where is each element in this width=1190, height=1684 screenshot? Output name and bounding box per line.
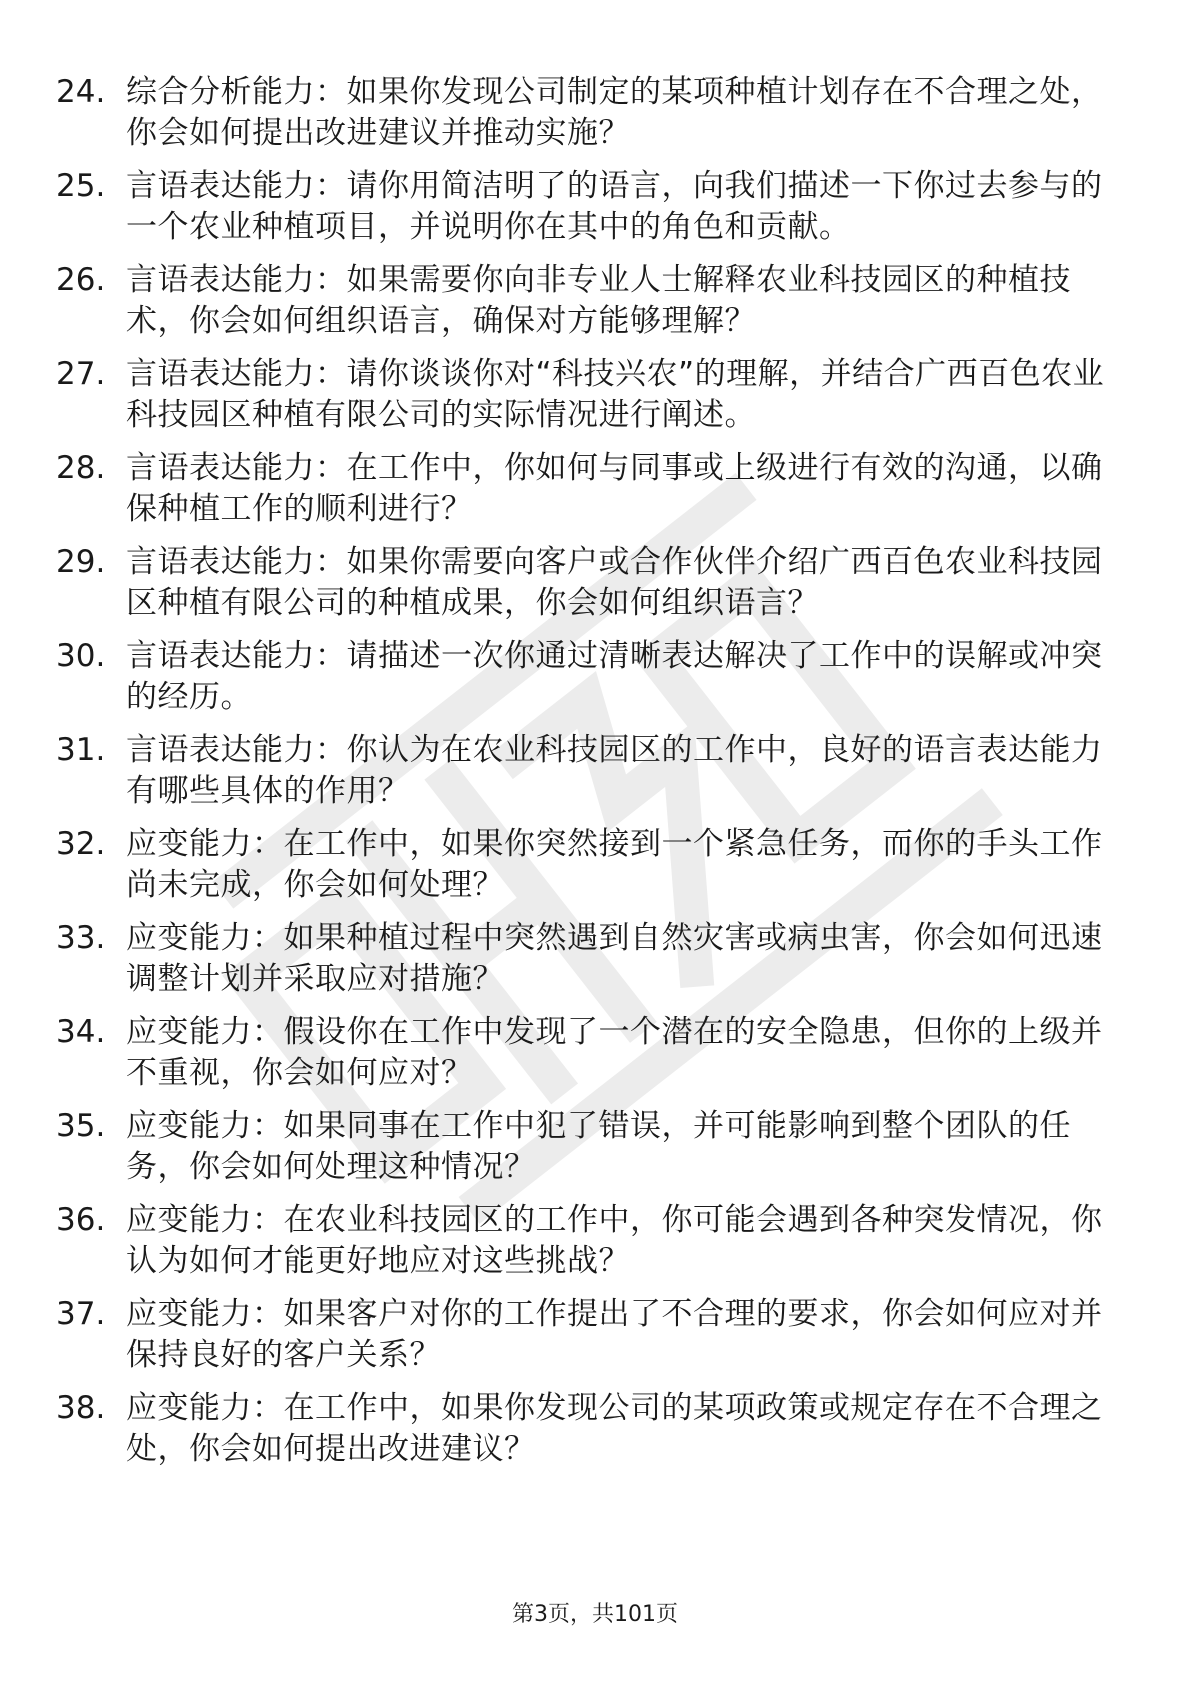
question-number: 31. [56,732,106,768]
question-item [56,448,1126,542]
question-number: 25. [56,168,106,204]
question-text: 综合分析能力：如果你发现公司制定的某项种植计划存在不合理之处，你会如何提出改进建议并推动实施？ [126,74,1103,151]
question-text: 应变能力：如果种植过程中突然遇到自然灾害或病虫害，你会如何迅速调整计划并采取应对措施？ [126,920,1103,997]
question-number: 24. [56,74,106,110]
question-number: 35. [56,1108,106,1144]
question-number: 34. [56,1014,106,1050]
question-number: 27. [56,356,106,392]
question-item [56,1200,1126,1294]
question-item [56,636,1126,730]
question-number: 30. [56,638,106,674]
question-text: 应变能力：在工作中，如果你发现公司的某项政策或规定存在不合理之处，你会如何提出改进建议？ [126,1390,1103,1467]
question-number: 26. [56,262,106,298]
question-text: 应变能力：如果同事在工作中犯了错误，并可能影响到整个团队的任务，你会如何处理这种情况？ [126,1108,1071,1185]
question-text: 言语表达能力：如果你需要向客户或合作伙伴介绍广西百色农业科技园区种植有限公司的种植成果，你会如何组织语言？ [126,544,1103,621]
question-item [56,730,1126,824]
question-item [56,1106,1126,1200]
question-text: 应变能力：在农业科技园区的工作中，你可能会遇到各种突发情况，你认为如何才能更好地应对这些挑战？ [126,1202,1103,1279]
question-number: 32. [56,826,106,862]
question-item [56,166,1126,260]
question-number: 29. [56,544,106,580]
question-number: 33. [56,920,106,956]
question-number: 36. [56,1202,106,1238]
question-item [56,354,1126,448]
question-text: 言语表达能力：请你用简洁明了的语言，向我们描述一下你过去参与的一个农业种植项目，并说明你在其中的角色和贡献。 [126,168,1103,245]
question-item [56,1388,1126,1482]
question-text: 言语表达能力：在工作中，你如何与同事或上级进行有效的沟通，以确保种植工作的顺利进行？ [126,450,1103,527]
question-item [56,260,1126,354]
question-number: 37. [56,1296,106,1332]
question-item [56,1294,1126,1388]
question-text: 应变能力：如果客户对你的工作提出了不合理的要求，你会如何应对并保持良好的客户关系？ [126,1296,1103,1373]
question-number: 38. [56,1390,106,1426]
question-list [56,72,1126,1482]
question-item [56,72,1126,166]
question-text: 应变能力：在工作中，如果你突然接到一个紧急任务，而你的手头工作尚未完成，你会如何处理？ [126,826,1103,903]
question-item [56,542,1126,636]
question-text: 言语表达能力：请描述一次你通过清晰表达解决了工作中的误解或冲突的经历。 [126,638,1103,715]
question-text: 言语表达能力：你认为在农业科技园区的工作中，良好的语言表达能力有哪些具体的作用？ [126,732,1103,809]
question-text: 言语表达能力：如果需要你向非专业人士解释农业科技园区的种植技术，你会如何组织语言，确保对方能够理解？ [126,262,1071,339]
page-number-footer: 第3页，共101页 [512,1602,678,1627]
question-text: 应变能力：假设你在工作中发现了一个潜在的安全隐患，但你的上级并不重视，你会如何应对？ [126,1014,1103,1091]
question-item [56,918,1126,1012]
question-item [56,824,1126,918]
question-text: 言语表达能力：请你谈谈你对“科技兴农”的理解，并结合广西百色农业科技园区种植有限公司的实际情况进行阐述。 [126,356,1105,433]
question-item [56,1012,1126,1106]
question-number: 28. [56,450,106,486]
